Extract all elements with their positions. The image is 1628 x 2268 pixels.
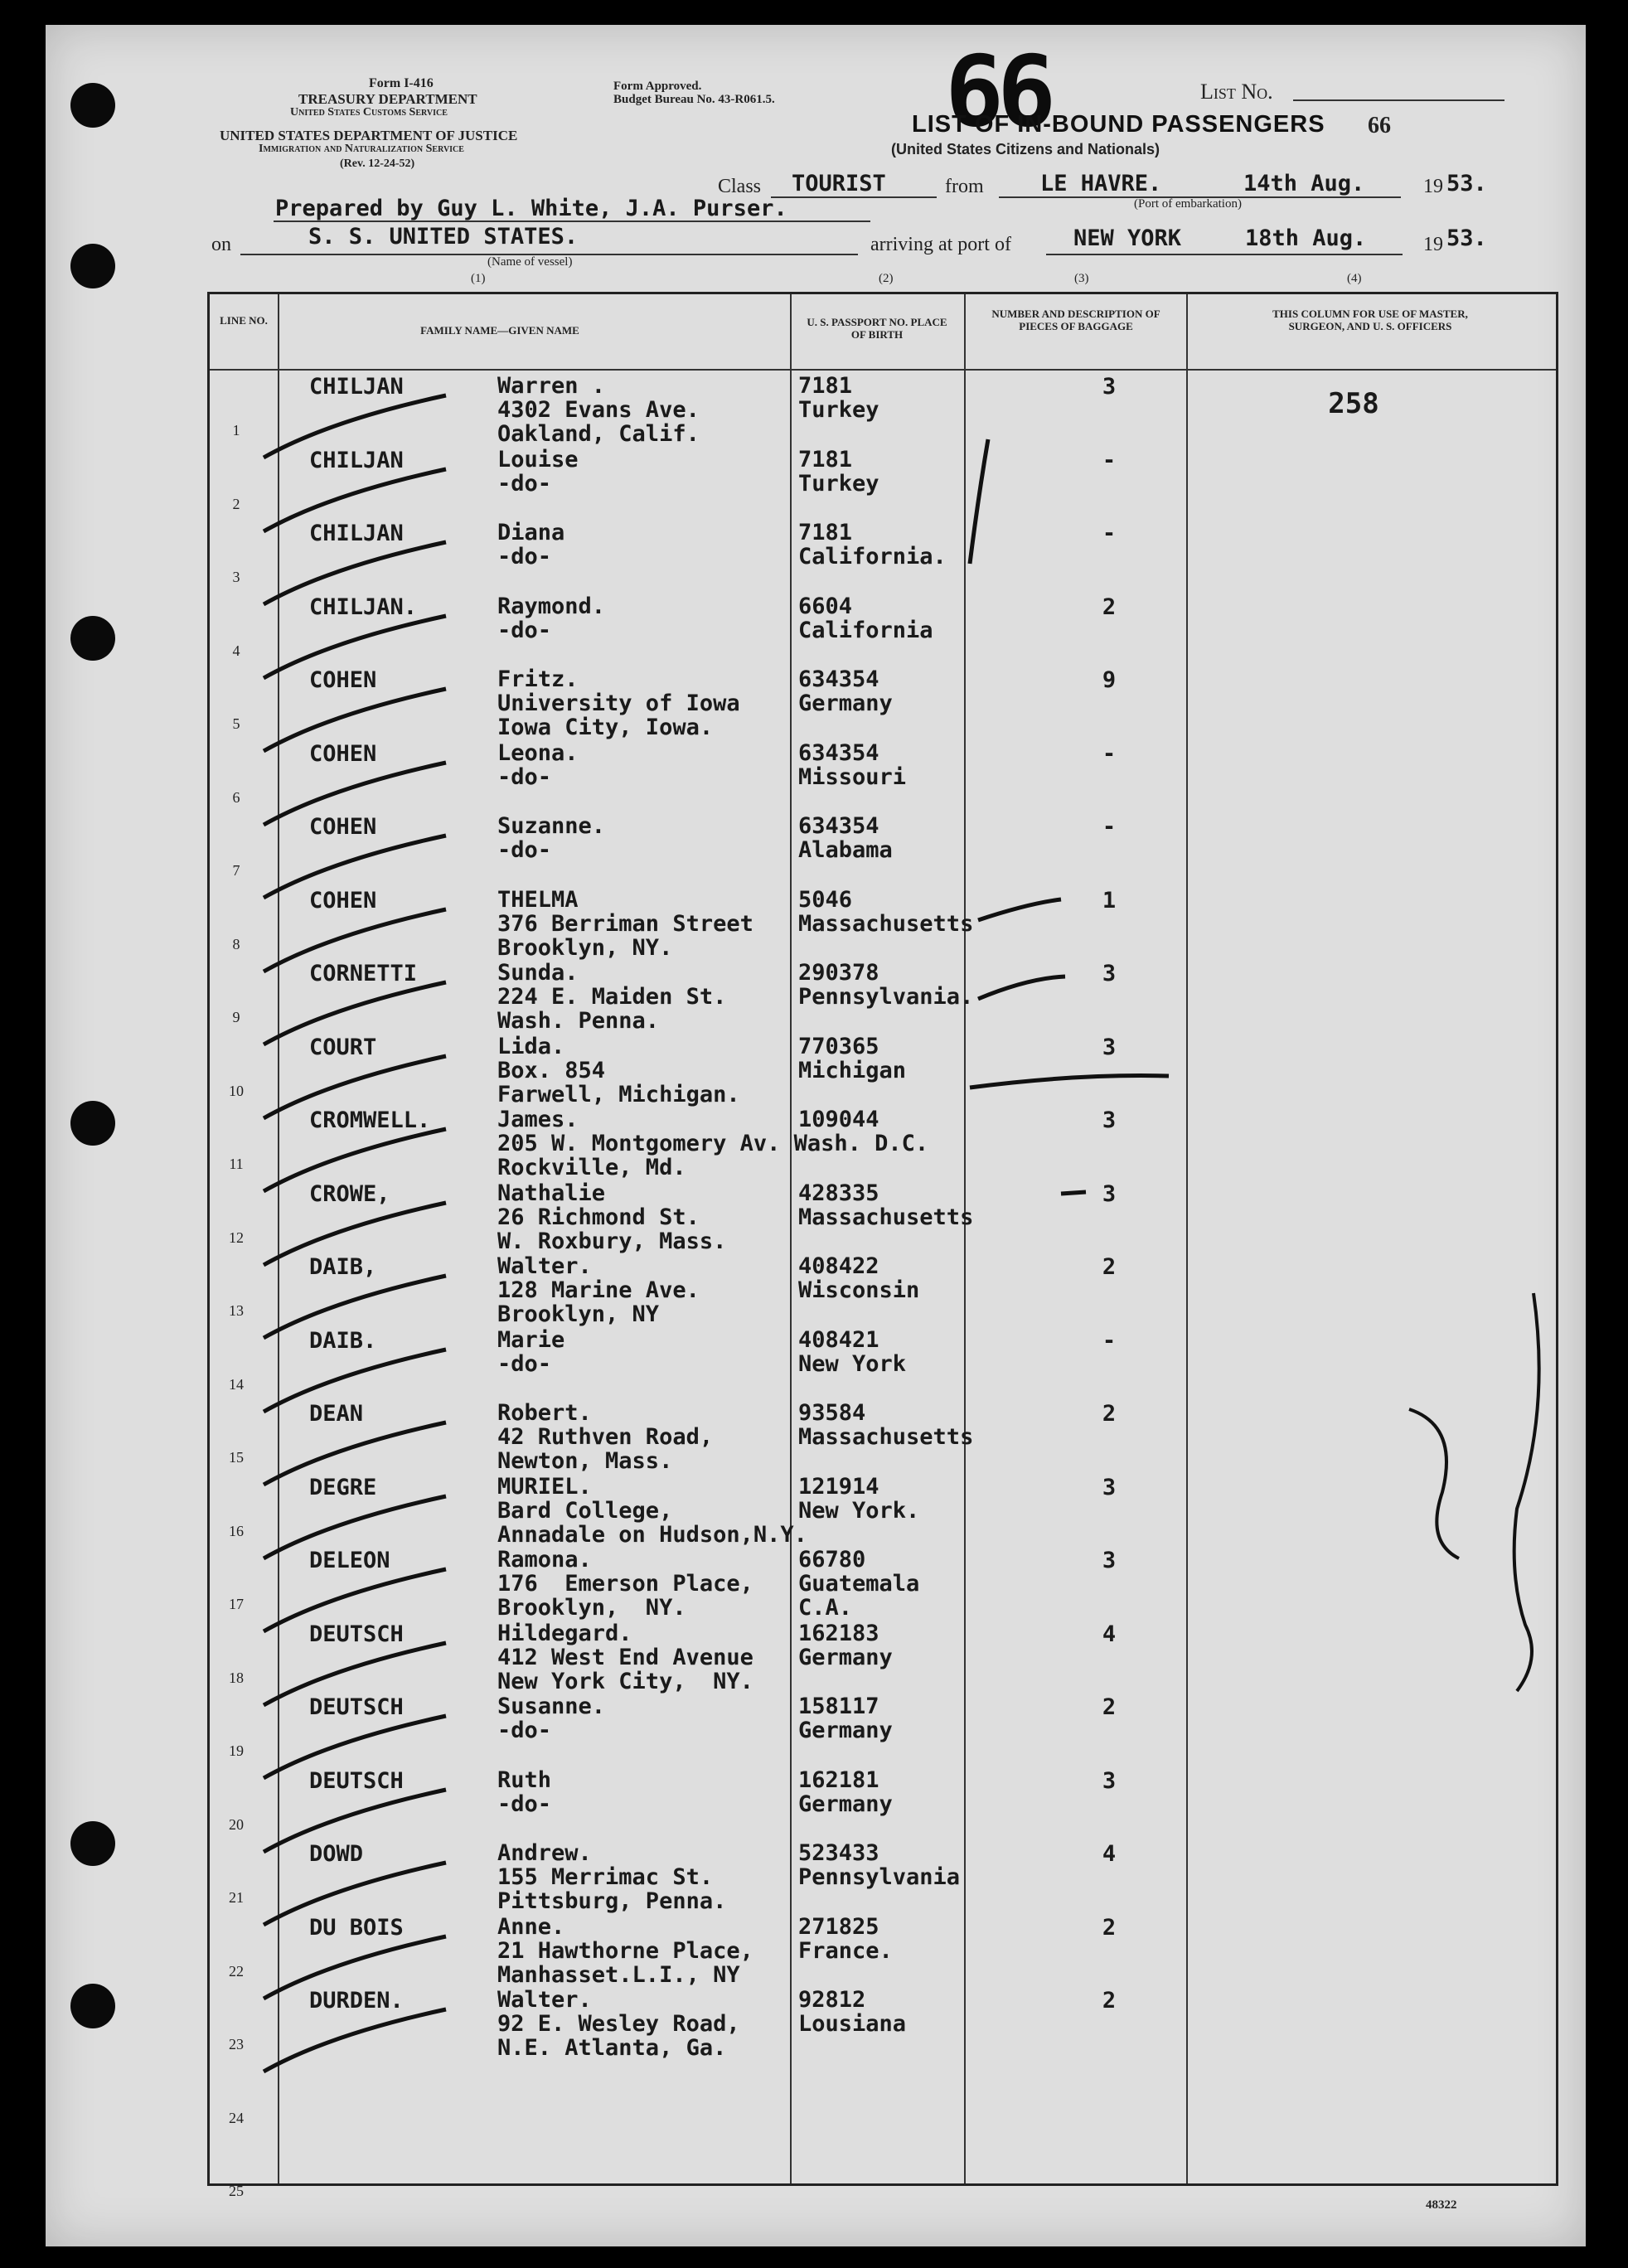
class-label: Class [718, 176, 762, 197]
passport-birthplace: 162183 Germany [798, 1620, 893, 1670]
line-number: 20 [229, 1815, 244, 1833]
table-row [210, 517, 1556, 590]
customs-service: United States Customs Service [290, 106, 448, 119]
passport-birthplace: 408421 New York [798, 1326, 907, 1377]
line-number: 12 [229, 1228, 244, 1246]
family-name: DEGRE [309, 1474, 377, 1500]
line-number: 24 [229, 2109, 244, 2126]
line-number: 9 [232, 1009, 240, 1025]
baggage-count: 2 [1102, 1401, 1117, 1427]
passport-birthplace: 634354 Alabama [798, 813, 893, 863]
prepared-by: Prepared by Guy L. White, J.A. Purser. [275, 196, 787, 221]
arrival-date: 18th Aug. [1245, 225, 1367, 251]
class-value: TOURIST [792, 171, 886, 196]
passport-birthplace: 7181 California. [798, 520, 947, 569]
revision: (Rev. 12-24-52) [340, 158, 415, 170]
col-baggage: NUMBER AND DESCRIPTION OF PIECES OF BAGGAGE [991, 308, 1160, 332]
officer-note: 258 [1328, 387, 1379, 420]
line-number: 4 [232, 642, 240, 659]
baggage-count: 3 [1102, 1767, 1117, 1794]
family-name: DEUTSCH [309, 1621, 404, 1647]
given-name-address: Suzanne. -do- [497, 813, 606, 863]
passport-birthplace: 158117 Germany [798, 1694, 893, 1743]
baggage-count: 1 [1102, 887, 1117, 914]
family-name: DEUTSCH [309, 1767, 404, 1794]
col-passport: U. S. PASSPORT NO. PLACE OF BIRTH [807, 316, 947, 341]
table-row [210, 1104, 1556, 1180]
family-name: CROWE, [309, 1180, 390, 1207]
binder-hole-3 [70, 616, 115, 661]
passport-birthplace: 109044 [798, 1107, 879, 1132]
family-name: COHEN [309, 667, 377, 693]
passport-birthplace: 408422 Wisconsin [798, 1253, 920, 1303]
line-number: 14 [229, 1375, 244, 1393]
binder-hole-1 [70, 83, 115, 128]
form-number: Form I-416 [369, 76, 434, 90]
table-row [210, 1251, 1556, 1327]
table-row [210, 1984, 1556, 2061]
manifest-title: LIST OF IN-BOUND PASSENGERS [912, 111, 1325, 138]
given-name-address: Robert. 42 Ruthven Road, Newton, Mass. [497, 1400, 714, 1474]
table-row [210, 738, 1556, 811]
table-row [210, 1765, 1556, 1838]
budget-bureau: Budget Bureau No. 43-R061.5. [613, 93, 775, 106]
passport-birthplace: 428335 Massachusetts [798, 1180, 974, 1230]
embark-year-prefix: 19 [1423, 176, 1443, 197]
passport-birthplace: 634354 Germany [798, 666, 893, 716]
port-embark-caption: (Port of embarkation) [1134, 197, 1242, 211]
given-name-address: Leona. -do- [497, 739, 579, 790]
line-number: 6 [232, 788, 240, 806]
arrival-year: 53. [1446, 225, 1487, 251]
table-row [210, 1178, 1556, 1254]
arriving-label: arriving at port of [870, 234, 1011, 255]
given-name-address: Louise -do- [497, 446, 579, 497]
on-label: on [211, 234, 231, 255]
baggage-count: 3 [1102, 1180, 1117, 1207]
line-number: 13 [229, 1302, 244, 1319]
line-number: 25 [229, 2183, 244, 2199]
given-name-address: Raymond. -do- [497, 593, 606, 643]
baggage-count: - [1102, 1327, 1117, 1354]
family-name: DEAN [309, 1401, 364, 1427]
baggage-count: 2 [1102, 1694, 1117, 1720]
family-name: DAIB. [309, 1327, 377, 1354]
table-row [210, 957, 1556, 1034]
table-row [210, 1618, 1556, 1694]
family-name: DU BOIS [309, 1914, 404, 1941]
embark-year: 53. [1446, 171, 1487, 196]
line-number: 16 [229, 1522, 244, 1539]
given-name-address: Anne. 21 Hawthorne Place, Manhasset.L.I., NY [497, 1913, 753, 1988]
treasury-dept: TREASURY DEPARTMENT [298, 91, 477, 107]
family-name: COHEN [309, 740, 377, 767]
baggage-count: 3 [1102, 1474, 1117, 1500]
form-approved: Form Approved. [613, 80, 702, 93]
table-row [210, 1398, 1556, 1474]
table-row [210, 2131, 1556, 2204]
given-name-address: Diana -do- [497, 520, 565, 569]
passport-birthplace: 6604 California [798, 593, 933, 643]
table-row [210, 2058, 1556, 2131]
line-number: 23 [229, 2036, 244, 2052]
table-row [210, 1691, 1556, 1764]
binder-hole-5 [70, 1821, 115, 1866]
col-ref-4: (4) [1347, 272, 1362, 285]
baggage-count: 4 [1102, 1841, 1117, 1867]
given-name-address: Sunda. 224 E. Maiden St. Wash. Penna. [497, 960, 727, 1034]
line-number: 1 [232, 422, 240, 439]
family-name: COURT [309, 1034, 377, 1060]
line-number: 7 [232, 862, 240, 879]
line-number: 18 [229, 1669, 244, 1686]
table-row [210, 1544, 1556, 1621]
col-line-no: LINE NO. [220, 314, 268, 327]
given-name-address: Ruth -do- [497, 1766, 552, 1817]
baggage-count: 2 [1102, 594, 1117, 620]
col-officers: THIS COLUMN FOR USE OF MASTER, SURGEON, AND U. S. OFFICERS [1272, 308, 1468, 332]
family-name: CHILJAN. [309, 594, 418, 620]
line-number: 8 [232, 935, 240, 952]
given-name-address: Andrew. 155 Merrimac St. Pittsburg, Penna. [497, 1840, 727, 1914]
table-row [210, 811, 1556, 884]
embark-port: LE HAVRE. [1040, 171, 1162, 196]
line-number: 11 [229, 1156, 244, 1172]
given-name-address: Nathalie 26 Richmond St. W. Roxbury, Mass. [497, 1180, 727, 1254]
binder-hole-2 [70, 244, 115, 288]
line-number: 21 [229, 1889, 244, 1906]
given-name-address: Marie -do- [497, 1326, 565, 1377]
baggage-count: 4 [1102, 1621, 1117, 1647]
given-name-address: Fritz. University of Iowa Iowa City, Iowa. [497, 666, 740, 740]
given-name-address: Walter. 92 E. Wesley Road, N.E. Atlanta, Ga. [497, 1987, 740, 2061]
table-row [210, 1471, 1556, 1548]
family-name: COHEN [309, 814, 377, 840]
baggage-count: 2 [1102, 1914, 1117, 1941]
arrival-year-prefix: 19 [1423, 234, 1443, 255]
arrival-port: NEW YORK [1073, 225, 1182, 251]
given-name-address: THELMA 376 Berriman Street Brooklyn, NY. [497, 886, 753, 961]
col-name: FAMILY NAME—GIVEN NAME [420, 324, 579, 337]
line-number: 15 [229, 1449, 244, 1466]
col-ref-2: (2) [879, 272, 894, 285]
family-name: DELEON [309, 1548, 390, 1573]
justice-dept: UNITED STATES DEPARTMENT OF JUSTICE [220, 128, 518, 143]
binder-hole-6 [70, 1984, 115, 2028]
given-name-address: MURIEL. Bard College, Annadale on Hudson,N.Y. [497, 1473, 807, 1548]
passport-birthplace: 66780 Guatemala C.A. [798, 1547, 920, 1621]
vessel-caption: (Name of vessel) [487, 255, 573, 269]
given-name-address: Hildegard. 412 West End Avenue New York City, NY. [497, 1620, 753, 1694]
baggage-count: 3 [1102, 374, 1117, 400]
table-row [210, 1325, 1556, 1398]
line-number: 5 [232, 715, 240, 732]
passport-birthplace: 770365 Michigan [798, 1033, 907, 1083]
baggage-count: - [1102, 447, 1117, 473]
family-name: DURDEN. [309, 1988, 404, 2014]
table-row [210, 1912, 1556, 1988]
passport-birthplace: 271825 France. [798, 1913, 893, 1964]
family-name: COHEN [309, 887, 377, 914]
passport-birthplace: 162181 Germany [798, 1766, 893, 1817]
baggage-count: 3 [1102, 1107, 1117, 1133]
line-number: 10 [229, 1082, 244, 1099]
table-row [210, 444, 1556, 517]
baggage-count: 2 [1102, 1254, 1117, 1280]
ins-service: Immigration and Naturalization Service [259, 143, 464, 155]
baggage-count: 3 [1102, 961, 1117, 986]
baggage-count: 2 [1102, 1988, 1117, 2014]
passport-birthplace: 7181 Turkey [798, 373, 879, 423]
family-name: DEUTSCH [309, 1694, 404, 1720]
family-name: CHILJAN [309, 447, 404, 473]
table-row [210, 884, 1556, 961]
manifest-subtitle: (United States Citizens and Nationals) [891, 141, 1160, 158]
passport-birthplace: 121914 New York. [798, 1473, 920, 1524]
passport-birthplace: 5046 Massachusetts [798, 886, 974, 937]
table-row [210, 1031, 1556, 1107]
family-name: CHILJAN [309, 521, 404, 546]
baggage-count: - [1102, 521, 1117, 546]
vessel-name: S. S. UNITED STATES. [308, 224, 579, 250]
col-ref-3: (3) [1074, 272, 1089, 285]
family-name: CHILJAN [309, 374, 404, 400]
passport-birthplace: 523433 Pennsylvania [798, 1840, 961, 1890]
baggage-count: 3 [1102, 1548, 1117, 1573]
given-name-address: Warren . 4302 Evans Ave. Oakland, Calif. [497, 373, 700, 447]
table-row [210, 371, 1556, 447]
table-row [210, 1838, 1556, 1914]
baggage-count: 3 [1102, 1034, 1117, 1060]
list-no-label: List No. [1200, 80, 1273, 104]
given-name-address: Lida. Box. 854 Farwell, Michigan. [497, 1033, 740, 1107]
baggage-count: - [1102, 814, 1117, 840]
line-number: 3 [232, 569, 240, 585]
embark-date: 14th Aug. [1243, 171, 1365, 196]
baggage-count: - [1102, 740, 1117, 767]
given-name-address: Ramona. 176 Emerson Place, Brooklyn, NY. [497, 1547, 753, 1621]
passenger-table [207, 292, 1558, 2199]
given-name-address: James. 205 W. Montgomery Av. Wash. D.C. Rockville, Md. [497, 1107, 929, 1180]
passport-birthplace: 92812 Lousiana [798, 1987, 907, 2037]
list-no-value: 66 [1368, 113, 1391, 138]
line-number: 2 [232, 495, 240, 512]
family-name: CROMWELL. [309, 1107, 431, 1133]
family-name: DAIB, [309, 1254, 377, 1280]
line-number: 22 [229, 1962, 244, 1980]
passport-birthplace: 290378 Pennsylvania. [798, 960, 974, 1010]
table-row [210, 591, 1556, 664]
family-name: CORNETTI [309, 961, 418, 986]
footer-code: 48322 [1426, 2198, 1457, 2212]
col-ref-1: (1) [471, 272, 486, 285]
baggage-count: 9 [1102, 667, 1117, 693]
binder-hole-4 [70, 1101, 115, 1146]
line-number: 17 [229, 1596, 244, 1612]
family-name: DOWD [309, 1841, 364, 1867]
list-stamp-number: 66 [945, 34, 1050, 148]
passport-birthplace: 7181 Turkey [798, 446, 879, 497]
given-name-address: Susanne. -do- [497, 1694, 606, 1743]
given-name-address: Walter. 128 Marine Ave. Brooklyn, NY [497, 1253, 700, 1327]
table-row [210, 664, 1556, 740]
passport-birthplace: 93584 Massachusetts [798, 1400, 974, 1450]
from-label: from [945, 176, 984, 197]
line-number: 19 [229, 1742, 244, 1759]
passport-birthplace: 634354 Missouri [798, 739, 907, 790]
